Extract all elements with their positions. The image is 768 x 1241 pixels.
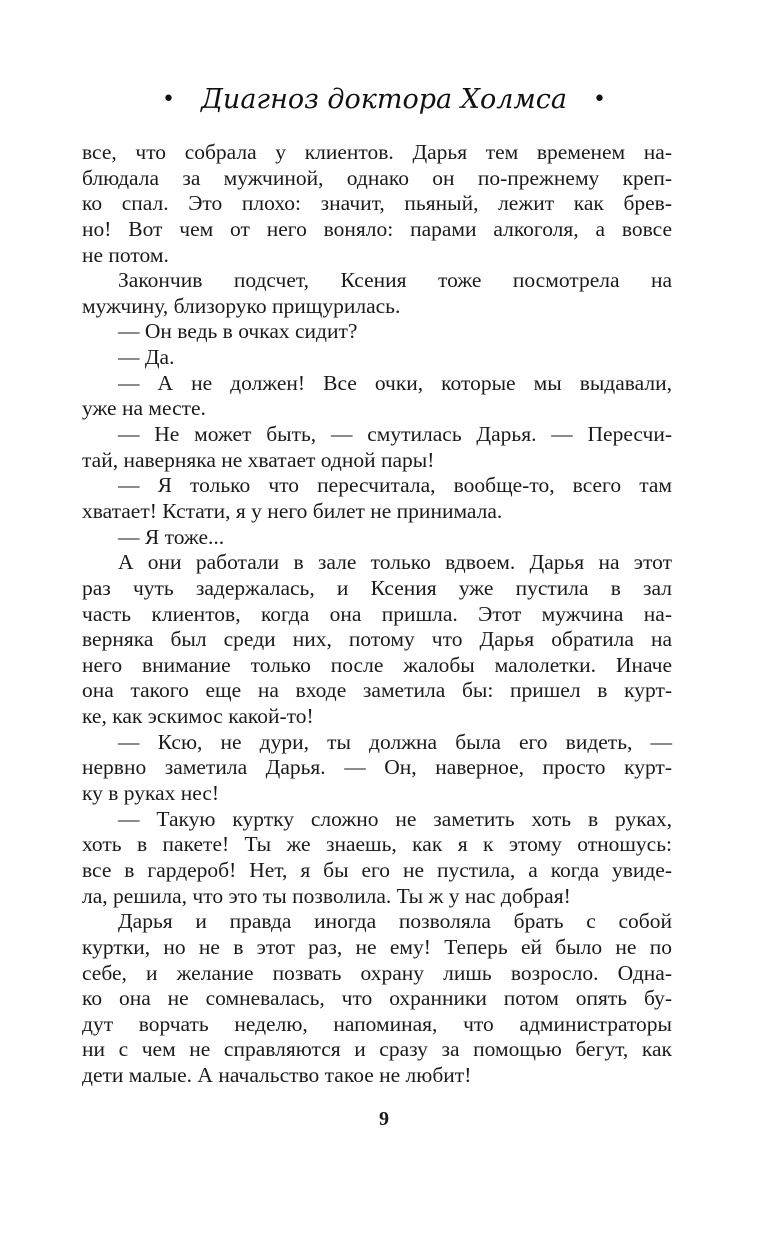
text-line: — Я тоже... — [118, 524, 225, 549]
text-line: часть клиентов, когда она пришла. Этот мужчина на- — [82, 601, 672, 626]
running-header — [0, 84, 768, 115]
book-title: Диагноз доктора Холмса — [200, 84, 568, 115]
text-line: — Да. — [118, 345, 175, 370]
text-line: ко она не сомневалась, что охранники потом опять бу- — [82, 986, 672, 1011]
text-line: ни с чем не справляются и сразу за помощью бегут, как — [82, 1037, 672, 1062]
page-number: 9 — [379, 1108, 389, 1130]
text-line: хоть в пакете! Ты же знаешь, как я к этому отношусь: — [82, 832, 672, 857]
paragraph — [82, 345, 672, 371]
paragraph — [82, 909, 672, 1088]
text-line: она такого еще на входе заметила бы: пришел в курт- — [82, 678, 672, 703]
text-line: ко спал. Это плохо: значит, пьяный, лежит как брев- — [82, 191, 672, 216]
text-line: не потом. — [82, 242, 169, 267]
text-line: дут ворчать неделю, напоминая, что администраторы — [82, 1011, 672, 1036]
ornament-left: • — [162, 87, 175, 112]
text-line: раз чуть задержалась, и Ксения уже пустила в зал — [82, 575, 672, 600]
text-line: все, что собрала у клиентов. Дарья тем временем на- — [82, 140, 672, 164]
text-line: дети малые. А начальство такое не любит! — [82, 1063, 472, 1088]
ornament-right: • — [593, 87, 606, 112]
paragraph — [82, 525, 672, 551]
text-line: — А не должен! Все очки, которые мы выдавали, — [118, 370, 672, 395]
text-line: Дарья и правда иногда позволяла брать с собой — [118, 909, 672, 934]
text-line: — Ксю, не дури, ты должна была его видеть, — — [118, 729, 672, 754]
text-line: уже на месте. — [82, 396, 206, 421]
text-line: мужчину, близоруко прищурилась. — [82, 293, 401, 318]
paragraph — [82, 422, 672, 473]
text-line: ке, как эскимос какой-то! — [82, 704, 314, 729]
paragraph — [82, 319, 672, 345]
text-line: — Не может быть, — смутилась Дарья. — Пересчи- — [118, 422, 672, 447]
text-line: но! Вот чем от него воняло: парами алкоголя, а вовсе — [82, 216, 672, 241]
text-line: верняка был среди них, потому что Дарья обратила на — [82, 627, 672, 652]
text-line: ла, решила, что это ты позволила. Ты ж у нас добрая! — [82, 883, 571, 908]
paragraph — [82, 730, 672, 807]
paragraph — [82, 140, 672, 268]
text-line: блюдала за мужчиной, однако он по-прежнему креп- — [82, 165, 672, 190]
text-line: ку в руках нес! — [82, 781, 220, 806]
text-line: него внимание только после жалобы малолетки. Иначе — [82, 652, 672, 677]
paragraph — [82, 371, 672, 422]
text-line: тай, наверняка не хватает одной пары! — [82, 447, 435, 472]
paragraph — [82, 268, 672, 319]
text-line: — Он ведь в очках сидит? — [118, 319, 358, 344]
text-line: нервно заметила Дарья. — Он, наверное, просто курт- — [82, 755, 672, 780]
body-text — [82, 140, 672, 1089]
text-line: — Такую куртку сложно не заметить хоть в руках, — [118, 806, 672, 831]
paragraph — [82, 550, 672, 729]
text-line: куртки, но не в этот раз, не ему! Теперь ей было не по — [82, 934, 672, 959]
text-line: себе, и желание позвать охрану лишь возросло. Одна- — [82, 960, 672, 985]
paragraph — [82, 473, 672, 524]
text-line: — Я только что пересчитала, вообще-то, всего там — [118, 473, 672, 498]
text-line: все в гардероб! Нет, я бы его не пустила, а когда увиде- — [82, 857, 672, 882]
text-line: А они работали в зале только вдвоем. Дарья на этот — [118, 550, 672, 575]
text-line: хватает! Кстати, я у него билет не принимала. — [82, 498, 503, 523]
paragraph — [82, 807, 672, 910]
text-line: Закончив подсчет, Ксения тоже посмотрела на — [118, 268, 672, 293]
